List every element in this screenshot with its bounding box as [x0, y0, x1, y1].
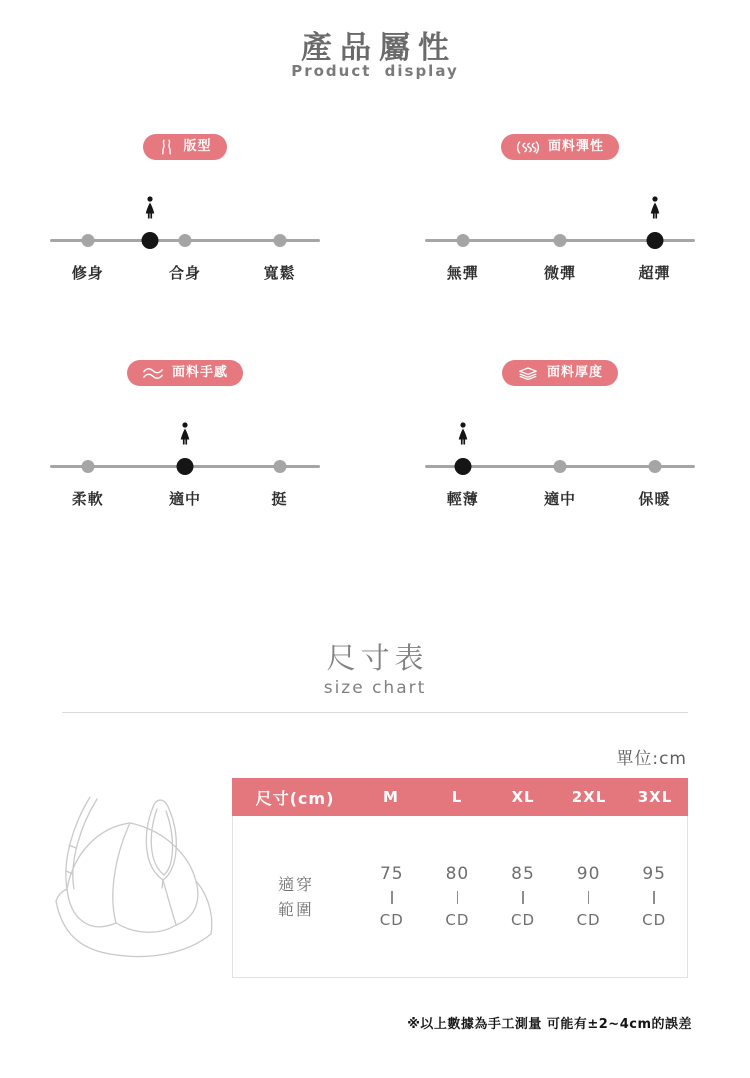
header-cell: 2XL — [571, 788, 607, 806]
attribute-block-fit — [50, 134, 320, 292]
elasticity-scale — [425, 160, 695, 292]
scale-stop — [648, 460, 661, 473]
badge-label: 面料彈性 — [547, 139, 604, 154]
range-separator — [391, 891, 393, 904]
measurement-note: ※以上數據為手工測量 可能有±2~4cm的誤差 — [407, 1017, 692, 1032]
scale-label: 無彈 — [446, 264, 479, 282]
layers-icon — [517, 367, 539, 380]
fit-badge — [143, 134, 226, 160]
scale-stop — [456, 234, 469, 247]
selected-dot — [177, 458, 194, 475]
range-separator — [588, 891, 590, 904]
scale-label: 挺 — [271, 490, 288, 508]
thickness-badge — [502, 360, 618, 386]
size-value-cell — [359, 816, 425, 977]
scale-label: 適中 — [168, 490, 202, 508]
attribute-block-handfeel — [50, 360, 320, 518]
scale-label: 超彈 — [638, 264, 671, 282]
scale-stop — [554, 234, 567, 247]
person-icon — [179, 422, 191, 452]
row-label-line: 適穿 — [277, 874, 314, 894]
value-bottom: CD — [576, 911, 601, 929]
scale-stop — [273, 460, 286, 473]
scale-stop — [179, 234, 192, 247]
row-label-line: 範圍 — [277, 899, 314, 919]
value-top: 80 — [445, 864, 470, 884]
person-icon — [457, 422, 469, 452]
scale-label: 微彈 — [543, 264, 577, 282]
value-bottom: CD — [445, 911, 470, 929]
scale-label: 輕薄 — [446, 490, 479, 508]
attribute-block-thickness — [425, 360, 695, 518]
spring-icon — [516, 141, 540, 154]
header-cell: L — [451, 788, 463, 806]
header-cell: M — [383, 788, 399, 806]
range-separator — [457, 891, 459, 904]
wave-icon — [142, 367, 164, 380]
size-value-cell — [490, 816, 556, 977]
value-bottom: CD — [510, 911, 535, 929]
badge-label: 面料手感 — [171, 365, 228, 380]
row-label — [233, 816, 359, 977]
scale-label: 適中 — [543, 490, 577, 508]
scale-stop — [81, 460, 94, 473]
thickness-scale — [425, 386, 695, 518]
header-cell: 尺寸(cm) — [255, 788, 335, 808]
header-cell: XL — [511, 788, 535, 806]
size-chart-subtitle: size chart — [323, 678, 427, 698]
range-separator — [522, 891, 524, 904]
header-cell: 3XL — [637, 788, 673, 806]
value-top: 90 — [576, 864, 601, 884]
handfeel-scale — [50, 386, 320, 518]
attribute-block-elasticity — [425, 134, 695, 292]
handfeel-badge — [127, 360, 243, 386]
scale-label: 柔軟 — [71, 490, 104, 508]
value-top: 85 — [511, 864, 535, 884]
fit-scale — [50, 160, 320, 292]
elasticity-badge — [501, 134, 619, 160]
size-table — [232, 778, 688, 978]
badge-label: 面料厚度 — [546, 365, 603, 380]
scale-label: 寬鬆 — [263, 264, 296, 282]
selected-dot — [454, 458, 471, 475]
person-icon — [649, 196, 661, 226]
size-value-cell — [425, 816, 491, 977]
size-table-body — [232, 816, 688, 978]
page-title: 產品屬性 — [301, 30, 457, 66]
value-bottom: CD — [379, 911, 404, 929]
bra-line-art — [36, 783, 236, 983]
scale-label: 修身 — [71, 264, 104, 282]
badge-label: 版型 — [183, 139, 212, 154]
value-bottom: CD — [642, 911, 667, 929]
size-value-cell — [621, 816, 687, 977]
range-separator — [653, 891, 655, 904]
size-chart-title: 尺寸表 — [326, 641, 429, 675]
scale-label: 合身 — [168, 264, 202, 282]
section-divider — [62, 712, 688, 713]
person-icon — [144, 196, 156, 226]
scale-label: 保暖 — [638, 490, 671, 508]
selected-dot — [646, 232, 663, 249]
selected-dot — [141, 232, 158, 249]
figure-icon — [158, 139, 175, 155]
size-value-cell — [556, 816, 622, 977]
unit-label: 單位:cm — [616, 749, 687, 769]
scale-stop — [554, 460, 567, 473]
page-subtitle: Product display — [291, 62, 459, 80]
size-table-header — [232, 778, 688, 816]
value-top: 75 — [379, 864, 404, 884]
scale-stop — [273, 234, 286, 247]
scale-stop — [81, 234, 94, 247]
value-top: 95 — [642, 864, 666, 884]
